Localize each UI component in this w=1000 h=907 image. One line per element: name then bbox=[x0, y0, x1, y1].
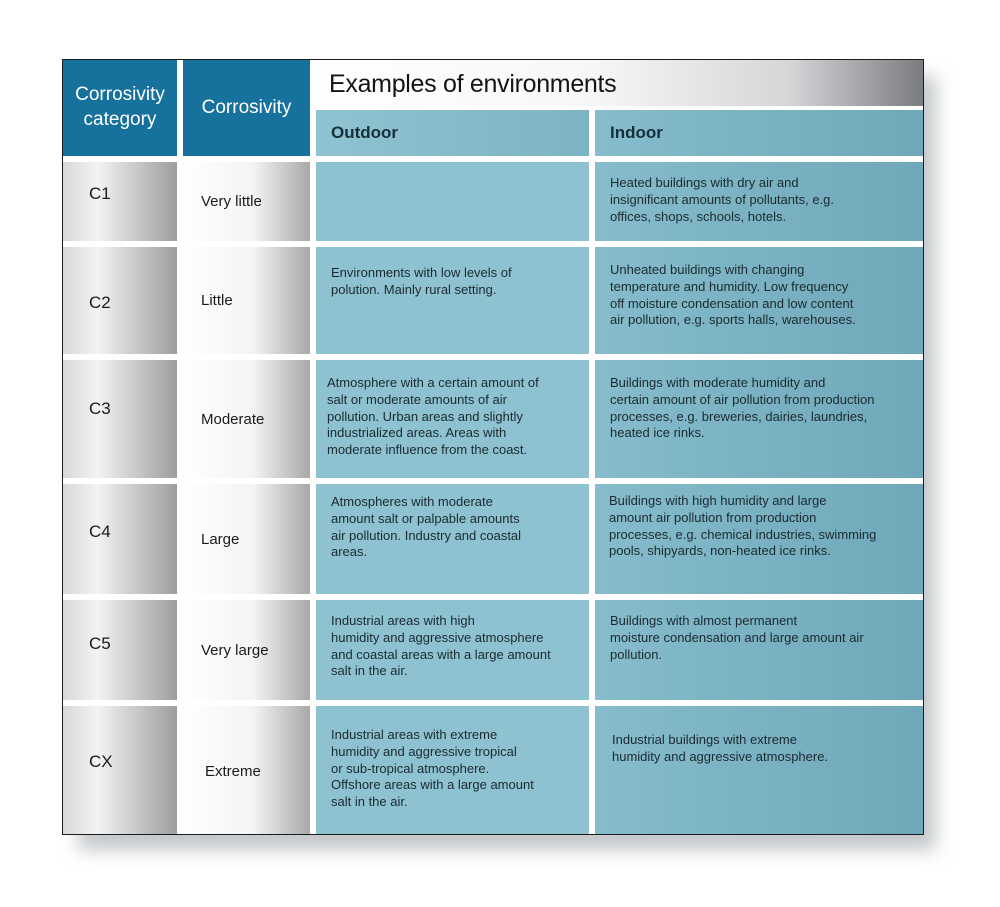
indoor-text: Heated buildings with dry air and insignificant amounts of pollutants, e.g. offices, shops, schools, hotels. bbox=[610, 175, 835, 224]
outdoor-text: Atmospheres with moderate amount salt or palpable amounts air pollution. Industry and coastal areas. bbox=[331, 494, 522, 560]
outdoor-cell bbox=[316, 360, 589, 478]
outdoor-text: Environments with low levels of polution. Mainly rural setting. bbox=[331, 265, 512, 297]
corrosivity-table bbox=[62, 59, 924, 835]
indoor-text: Buildings with almost permanent moisture condensation and large amount air pollution. bbox=[610, 613, 864, 662]
corrosivity-cell: Large bbox=[183, 484, 310, 594]
corrosivity-cell: Very large bbox=[183, 600, 310, 700]
indoor-cell bbox=[595, 247, 923, 354]
indoor-text: Buildings with high humidity and large amount air pollution from production processes, e.g. chemical industries, swimming pools, shipyards, non-heated ice rinks. bbox=[609, 493, 877, 559]
category-cell: C2 bbox=[63, 247, 177, 354]
corrosivity-cell: Moderate bbox=[183, 360, 310, 478]
indoor-cell bbox=[595, 484, 923, 594]
category-cell: CX bbox=[63, 706, 177, 835]
corrosivity-cell: Extreme bbox=[183, 706, 310, 835]
indoor-cell bbox=[595, 360, 923, 478]
category-cell: C5 bbox=[63, 600, 177, 700]
indoor-text: Industrial buildings with extreme humidity and aggressive atmosphere. bbox=[612, 732, 829, 764]
outdoor-text: Industrial areas with extreme humidity and aggressive tropical or sub-tropical atmosphere. Offshore areas with a large amount salt in the air. bbox=[331, 727, 534, 810]
corrosivity-cell: Very little bbox=[183, 162, 310, 241]
indoor-cell bbox=[595, 600, 923, 700]
header-corrosivity: Corrosivity bbox=[183, 60, 310, 156]
category-cell: C4 bbox=[63, 484, 177, 594]
indoor-text: Buildings with moderate humidity and certain amount of air pollution from production processes, e.g. breweries, dairies, laundries, heated ice rinks. bbox=[610, 375, 875, 441]
outdoor-cell bbox=[316, 162, 589, 241]
header-indoor: Indoor bbox=[595, 110, 923, 156]
outdoor-cell bbox=[316, 600, 589, 700]
category-cell: C1 bbox=[63, 162, 177, 241]
indoor-cell bbox=[595, 162, 923, 241]
indoor-text: Unheated buildings with changing temperature and humidity. Low frequency off moisture condensation and low content air pollution, e.g. sports halls, warehouses. bbox=[610, 262, 856, 328]
outdoor-cell bbox=[316, 484, 589, 594]
category-cell: C3 bbox=[63, 360, 177, 478]
outdoor-cell bbox=[316, 247, 589, 354]
table-title: Examples of environments bbox=[329, 70, 617, 98]
outdoor-cell bbox=[316, 706, 589, 835]
corrosivity-cell: Little bbox=[183, 247, 310, 354]
header-corrosivity-category: Corrosivity category bbox=[63, 60, 177, 156]
outdoor-text: Industrial areas with high humidity and aggressive atmosphere and coastal areas with a large amount salt in the air. bbox=[331, 613, 551, 679]
indoor-cell bbox=[595, 706, 923, 835]
outdoor-text: Atmosphere with a certain amount of salt or moderate amounts of air pollution. Urban areas and slightly industrialized areas. Areas with moderate influence from the coast. bbox=[327, 375, 539, 458]
header-outdoor: Outdoor bbox=[316, 110, 589, 156]
